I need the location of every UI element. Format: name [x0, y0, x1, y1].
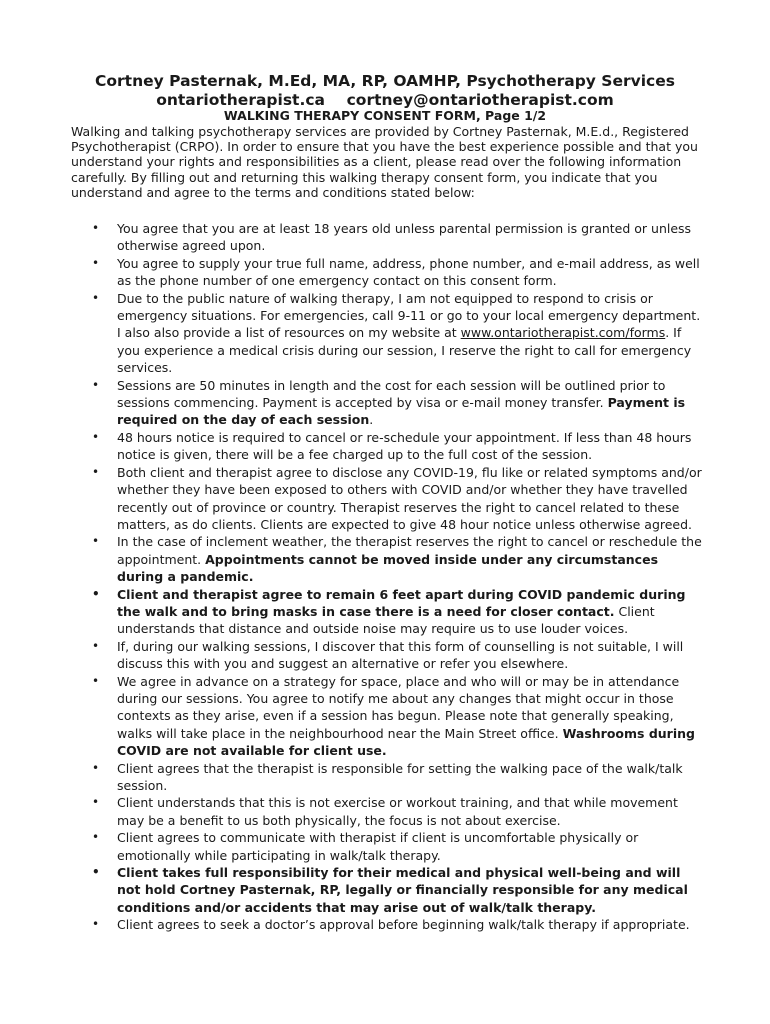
- term-bold-text: Client and therapist agree to remain 6 feet apart during COVID pandemic during the walk and to bring masks in case there is a need for closer contact.: [117, 586, 686, 619]
- term-text: Client agrees to communicate with therapist if client is uncomfortable physically or emotionally while participating in walk/talk therapy.: [117, 830, 639, 863]
- bullet-icon: •: [92, 586, 100, 601]
- term-item: [0, 638, 702, 673]
- term-text: .: [369, 412, 374, 428]
- term-bold-text: Payment is required on the day of each session: [117, 395, 686, 428]
- term-text: Sessions are 50 minutes in length and the cost for each session will be outlined prior to sessions commencing. Payment is accepted by visa or e-mail money transfer.: [117, 377, 666, 411]
- term-item: [0, 290, 702, 377]
- bullet-icon: •: [92, 534, 100, 549]
- term-item: [0, 673, 702, 760]
- term-item: [0, 916, 702, 933]
- term-text: . If you experience a medical crisis during our session, I reserve the right to call for emergency services.: [117, 325, 692, 376]
- term-text: Due to the public nature of walking therapy, I am not equipped to respond to crisis or emergency situations. For emergencies, call 9-11 or go to your local emergency department. I also also provide a list of resources on my website at: [117, 290, 701, 341]
- term-item: [0, 377, 702, 429]
- term-item: [0, 794, 702, 829]
- term-item: [0, 464, 702, 534]
- term-item: [0, 760, 702, 795]
- term-item: [0, 864, 702, 916]
- terms-list: [0, 220, 770, 934]
- email-text: cortney@ontariotherapist.com: [346, 91, 614, 109]
- term-text: You agree to supply your true full name, address, phone number, and e-mail address, as well as the phone number of one emergency contact on this consent form.: [117, 255, 700, 289]
- bullet-icon: •: [92, 377, 100, 392]
- term-item: [0, 255, 702, 290]
- bullet-icon: •: [92, 830, 100, 845]
- term-text: Client understands that distance and outside noise may require us to use louder voices.: [117, 603, 655, 637]
- website-text: ontariotherapist.ca: [156, 91, 326, 109]
- term-text: Client agrees that the therapist is responsible for setting the walking pace of the walk/talk session.: [117, 760, 683, 793]
- term-text: Both client and therapist agree to disclose any COVID-19, flu like or related symptoms and/or whether they have been exposed to others with COVID and/or whether they have travelled recently out of province or country. Therapist reserves the right to cancel related to these matters, as do clients. Clients are expected to give 48 hour notice unless otherwise agreed.: [117, 464, 702, 532]
- term-text: We agree in advance on a strategy for space, place and who will or may be in attendance during our sessions. You agree to notify me about any changes that might occur in those contexts as they arise, even if a session has begun. Please note that generally speaking, walks will take place in the neighbourhood near the Main Street office.: [117, 673, 680, 741]
- term-item: [0, 220, 702, 255]
- resources-link[interactable]: www.ontariotherapist.com/forms: [460, 325, 666, 341]
- bullet-icon: •: [92, 673, 100, 688]
- bullet-icon: •: [92, 917, 100, 932]
- bullet-icon: •: [92, 760, 100, 775]
- term-text: In the case of inclement weather, the therapist reserves the right to cancel or reschedule the appointment.: [117, 534, 702, 567]
- term-bold-text: Washrooms during COVID are not available for client use.: [117, 725, 695, 759]
- term-item: [0, 829, 702, 864]
- bullet-icon: •: [92, 429, 100, 444]
- term-bold-text: Appointments cannot be moved inside under any circumstances during a pandemic.: [117, 551, 659, 585]
- practice-title: Cortney Pasternak, M.Ed, MA, RP, OAMHP, Psychotherapy Services: [95, 72, 675, 90]
- form-title: WALKING THERAPY CONSENT FORM, Page 1/2: [223, 108, 547, 123]
- term-text: Client agrees to seek a doctor’s approval before beginning walk/talk therapy if appropriate.: [117, 917, 690, 933]
- term-bold-text: Client takes full responsibility for their medical and physical well-being and will not hold Cortney Pasternak, RP, legally or financially responsible for any medical conditions and/or accidents that may arise out of walk/talk therapy.: [117, 865, 688, 915]
- bullet-icon: •: [92, 221, 100, 235]
- term-text: Client understands that this is not exercise or workout training, and that while movement may be a benefit to us both physically, the focus is not about exercise.: [117, 795, 678, 828]
- term-item: [0, 429, 702, 464]
- bullet-icon: •: [92, 464, 100, 479]
- term-item: [0, 533, 702, 585]
- intro-paragraph: Walking and talking psychotherapy services are provided by Cortney Pasternak, M.E.d., Registered Psychotherapist (CRPO). In order to ensure that you have the best experience possible and that you understand your rights and responsibilities as a client, please read over the following information carefully. By filling out and returning this walking therapy consent form, you indicate that you understand and agree to the terms and conditions stated below:: [71, 124, 698, 200]
- bullet-icon: •: [92, 638, 100, 653]
- term-text: If, during our walking sessions, I discover that this form of counselling is not suitable, I will discuss this with you and suggest an alternative or refer you elsewhere.: [117, 638, 684, 672]
- term-text: 48 hours notice is required to cancel or re-schedule your appointment. If less than 48 hours notice is given, there will be a fee charged up to the full cost of the session.: [117, 429, 692, 463]
- bullet-icon: •: [92, 290, 100, 305]
- term-text: You agree that you are at least 18 years old unless parental permission is granted or unless otherwise agreed upon.: [117, 221, 692, 254]
- bullet-icon: •: [92, 255, 100, 270]
- bullet-icon: •: [92, 795, 100, 810]
- bullet-icon: •: [92, 865, 100, 880]
- term-item: [0, 586, 702, 638]
